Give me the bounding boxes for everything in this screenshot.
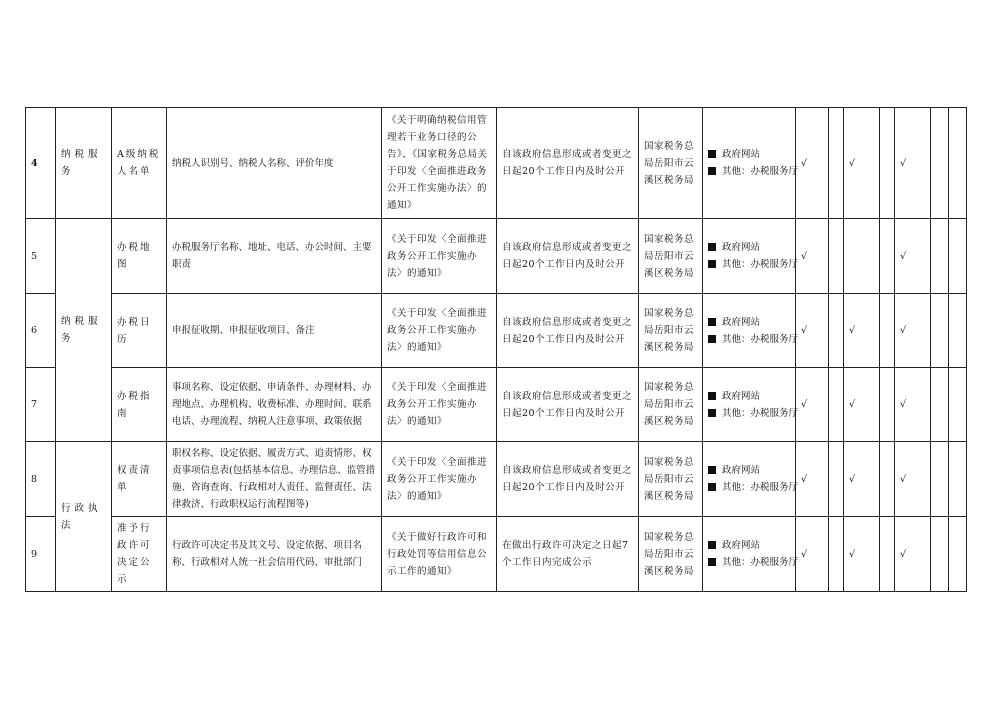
table-row [26, 219, 967, 294]
content-cell: 行政许可决定书及其文号、设定依据、项目名称、行政相对人统一社会信用代码、审批部门 [167, 517, 382, 592]
basis-cell: 《关于印发〈全面推进政务公开工作实施办法〉的通知》 [382, 294, 497, 368]
category-cell: 纳税服务 [56, 108, 112, 219]
row-number: 6 [26, 294, 56, 368]
square-bullet-icon [708, 318, 716, 326]
square-bullet-icon [708, 392, 716, 400]
channel-label: 其他：办税服务厅 [722, 407, 799, 419]
channel-label: 其他：办税服务厅 [722, 333, 799, 345]
check-empty [829, 368, 844, 442]
channel-label: 政府网站 [722, 465, 761, 476]
basis-cell: 《关于印发〈全面推进政务公开工作实施办法〉的通知》 [382, 219, 497, 294]
timing-cell: 自该政府信息形成或者变更之日起20个工作日内及时公开 [497, 368, 639, 442]
row-number: 4 [26, 108, 56, 219]
square-bullet-icon [708, 335, 716, 343]
basis-cell: 《关于印发〈全面推进政务公开工作实施办法〉的通知》 [382, 442, 497, 517]
content-cell: 事项名称、设定依据、申请条件、办理材料、办理地点、办理机构、收费标准、办理时间、联系电话、办理流程、纳税人注意事项、政策依据 [167, 368, 382, 442]
check-empty [880, 219, 895, 294]
check-empty [829, 294, 844, 368]
square-bullet-icon [708, 150, 716, 158]
square-bullet-icon [708, 409, 716, 417]
square-bullet-icon [708, 466, 716, 474]
check-empty [931, 219, 949, 294]
channel-item [708, 462, 790, 479]
basis-cell: 《关于明确纳税信用管理若干业务口径的公告》、《国家税务总局关于印发〈全面推进政务公开工作实施办法〉的通知》 [382, 108, 497, 219]
check-empty [949, 442, 967, 517]
check-mark: √ [796, 219, 829, 294]
table-row [26, 517, 967, 592]
check-empty [880, 368, 895, 442]
org-cell: 国家税务总局岳阳市云溪区税务局 [639, 108, 703, 219]
check-empty [829, 442, 844, 517]
content-cell: 职权名称、设定依据、履责方式、追责情形、权责事项信息表(包括基本信息、办理信息、监管措施、咨询查询、行政相对人责任、监督责任、法律救济、行政职权运行流程图等) [167, 442, 382, 517]
channel-item [708, 331, 799, 348]
check-empty [931, 108, 949, 219]
disclosure-table [25, 107, 967, 592]
check-empty [880, 517, 895, 592]
check-mark: √ [895, 442, 931, 517]
channel-item [708, 314, 790, 331]
timing-cell: 自该政府信息形成或者变更之日起20个工作日内及时公开 [497, 219, 639, 294]
channel-cell [703, 294, 799, 368]
check-empty [949, 294, 967, 368]
channel-item [708, 405, 799, 422]
square-bullet-icon [708, 483, 716, 491]
timing-cell: 自该政府信息形成或者变更之日起20个工作日内及时公开 [497, 108, 639, 219]
check-mark: √ [796, 368, 829, 442]
check-empty [931, 517, 949, 592]
check-empty [949, 368, 967, 442]
square-bullet-icon [708, 558, 716, 566]
channel-label: 其他：办税服务厅 [722, 557, 799, 568]
subcategory-cell: A级纳税人名单 [112, 108, 167, 219]
row-number: 7 [26, 368, 56, 442]
channel-item [708, 479, 799, 496]
check-empty [829, 219, 844, 294]
check-mark: √ [796, 442, 829, 517]
channel-label: 政府网站 [722, 242, 761, 253]
channel-cell [703, 442, 799, 517]
category-cell: 纳税服务 [56, 219, 112, 442]
channel-cell [703, 368, 799, 442]
channel-label: 政府网站 [722, 390, 761, 402]
channel-item [708, 146, 790, 163]
check-empty [931, 368, 949, 442]
check-empty [829, 108, 844, 219]
channel-label: 其他：办税服务厅 [722, 482, 799, 493]
basis-cell: 《关于印发〈全面推进政务公开工作实施办法〉的通知》 [382, 368, 497, 442]
table-row [26, 108, 967, 219]
category-cell: 行政执法 [56, 442, 112, 592]
channel-label: 其他：办税服务厅 [722, 166, 799, 177]
check-mark: √ [844, 108, 880, 219]
content-cell: 办税服务厅名称、地址、电话、办公时间、主要职责 [167, 219, 382, 294]
org-cell: 国家税务总局岳阳市云溪区税务局 [639, 442, 703, 517]
check-empty [931, 442, 949, 517]
check-mark: √ [844, 368, 880, 442]
channel-item [708, 163, 799, 180]
timing-cell: 在做出行政许可决定之日起7个工作日内完成公示 [497, 517, 639, 592]
channel-label: 政府网站 [722, 316, 761, 328]
check-mark: √ [844, 442, 880, 517]
check-empty [949, 219, 967, 294]
timing-cell: 自该政府信息形成或者变更之日起20个工作日内及时公开 [497, 294, 639, 368]
check-empty [949, 108, 967, 219]
check-mark: √ [844, 517, 880, 592]
check-mark: √ [844, 294, 880, 368]
subcategory-cell: 办税地图 [112, 219, 167, 294]
check-mark: √ [895, 517, 931, 592]
check-mark: √ [895, 219, 931, 294]
basis-cell: 《关于做好行政许可和行政处罚等信用信息公示工作的通知》 [382, 517, 497, 592]
table-row [26, 368, 967, 442]
channel-cell [703, 219, 799, 294]
channel-item [708, 554, 799, 571]
check-empty [931, 294, 949, 368]
row-number: 9 [26, 517, 56, 592]
channel-cell [703, 517, 799, 592]
square-bullet-icon [708, 541, 716, 549]
timing-cell: 自该政府信息形成或者变更之日起20个工作日内及时公开 [497, 442, 639, 517]
table-row [26, 294, 967, 368]
check-empty [949, 517, 967, 592]
check-mark: √ [895, 294, 931, 368]
check-empty [880, 442, 895, 517]
channel-item [708, 537, 790, 554]
org-cell: 国家税务总局岳阳市云溪区税务局 [639, 294, 703, 368]
channel-label: 其他：办税服务厅 [722, 259, 799, 270]
channel-cell [703, 108, 799, 219]
subcategory-cell: 准予行政许可决定公示 [112, 517, 167, 592]
content-cell: 申报征收期、申报征收项目、备注 [167, 294, 382, 368]
channel-item [708, 388, 790, 405]
content-cell: 纳税人识别号、纳税人名称、评价年度 [167, 108, 382, 219]
square-bullet-icon [708, 260, 716, 268]
check-mark: √ [796, 108, 829, 219]
check-mark: √ [895, 368, 931, 442]
square-bullet-icon [708, 167, 716, 175]
channel-label: 政府网站 [722, 149, 761, 160]
check-mark: √ [796, 517, 829, 592]
org-cell: 国家税务总局岳阳市云溪区税务局 [639, 219, 703, 294]
channel-item [708, 239, 790, 256]
subcategory-cell: 权责清单 [112, 442, 167, 517]
check-empty [844, 219, 880, 294]
subcategory-cell: 办税日历 [112, 294, 167, 368]
row-number: 8 [26, 442, 56, 517]
channel-item [708, 256, 799, 273]
subcategory-cell: 办税指南 [112, 368, 167, 442]
check-mark: √ [895, 108, 931, 219]
table-row [26, 442, 967, 517]
org-cell: 国家税务总局岳阳市云溪区税务局 [639, 368, 703, 442]
check-mark: √ [796, 294, 829, 368]
check-empty [829, 517, 844, 592]
square-bullet-icon [708, 243, 716, 251]
org-cell: 国家税务总局岳阳市云溪区税务局 [639, 517, 703, 592]
check-empty [880, 294, 895, 368]
channel-label: 政府网站 [722, 540, 761, 551]
check-empty [880, 108, 895, 219]
row-number: 5 [26, 219, 56, 294]
